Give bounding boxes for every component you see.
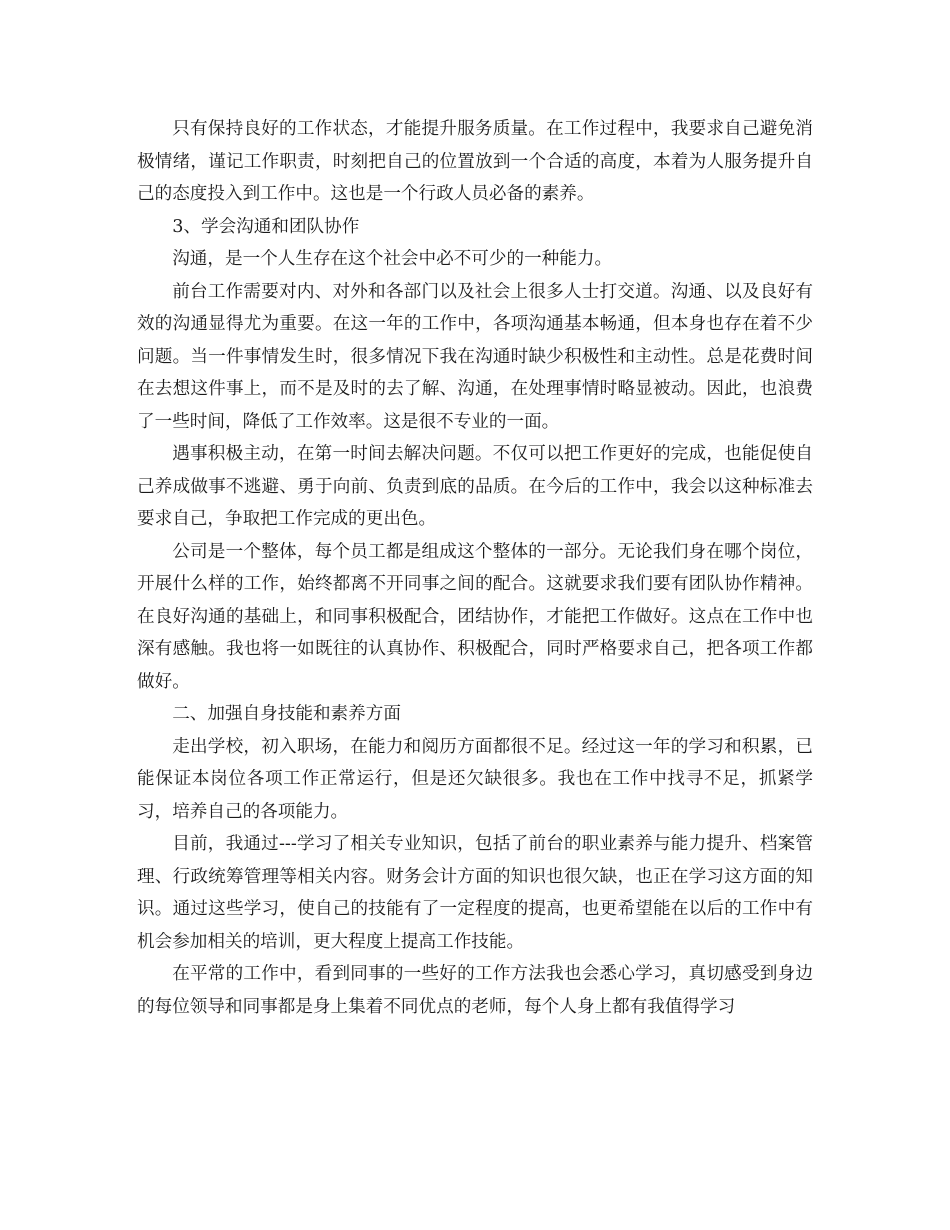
paragraph-communication-definition: 沟通，是一个人生存在这个社会中必不可少的一种能力。: [172, 249, 613, 269]
document-body: [137, 113, 813, 1023]
paragraph-entering-workplace: 走出学校，初入职场，在能力和阅历方面都很不足。经过这一年的学习和积累，已能保证本岗位各项工作正常运行，但是还欠缺很多。我也在工作中找寻不足，抓紧学习，培养自己的各项能力。: [137, 736, 813, 822]
paragraph-teamwork: 公司是一个整体，每个员工都是组成这个整体的一部分。无论我们身在哪个岗位，开展什么样的工作，始终都离不开同事之间的配合。这就要求我们要有团队协作精神。在良好沟通的基础上，和同事积极配合，团结协作，才能把工作做好。这点在工作中也深有感触。我也将一如既往的认真协作、积极配合，同时严格要求自己，把各项工作都做好。: [137, 541, 813, 692]
section-heading-skills: 二、加强自身技能和素养方面: [172, 704, 401, 724]
paragraph-proactive: 遇事积极主动，在第一时间去解决问题。不仅可以把工作更好的完成，也能促使自己养成做事不逃避、勇于向前、负责到底的品质。在今后的工作中，我会以这种标准去要求自己，争取把工作完成的更出色。: [137, 444, 813, 529]
paragraph-study: 目前，我通过---学习了相关专业知识，包括了前台的职业素养与能力提升、档案管理、行政统筹管理等相关内容。财务会计方面的知识也很欠缺，也正在学习这方面的知识。通过这些学习，使自己的技能有了一定程度的提高，也更希望能在以后的工作中有机会参加相关的培训，更大程度上提高工作技能。: [137, 834, 813, 952]
section-heading-communication: 3、学会沟通和团队协作: [172, 216, 360, 237]
paragraph-learning-from-colleagues: 在平常的工作中，看到同事的一些好的工作方法我也会悉心学习，真切感受到身边的每位领导和同事都是身上集着不同优点的老师，每个人身上都有我值得学习: [137, 964, 813, 1017]
paragraph-work-attitude: 只有保持良好的工作状态，才能提升服务质量。在工作过程中，我要求自己避免消极情绪，谨记工作职责，时刻把自己的位置放到一个合适的高度，本着为人服务提升自己的态度投入到工作中。这也是一个行政人员必备的素养。: [137, 119, 813, 204]
paragraph-front-desk-communication: 前台工作需要对内、对外和各部门以及社会上很多人士打交道。沟通、以及良好有效的沟通显得尤为重要。在这一年的工作中，各项沟通基本畅通，但本身也存在着不少问题。当一件事情发生时，很多情况下我在沟通时缺少积极性和主动性。总是花费时间在去想这件事上，而不是及时的去了解、沟通，在处理事情时略显被动。因此，也浪费了一些时间，降低了工作效率。这是很不专业的一面。: [137, 281, 813, 432]
